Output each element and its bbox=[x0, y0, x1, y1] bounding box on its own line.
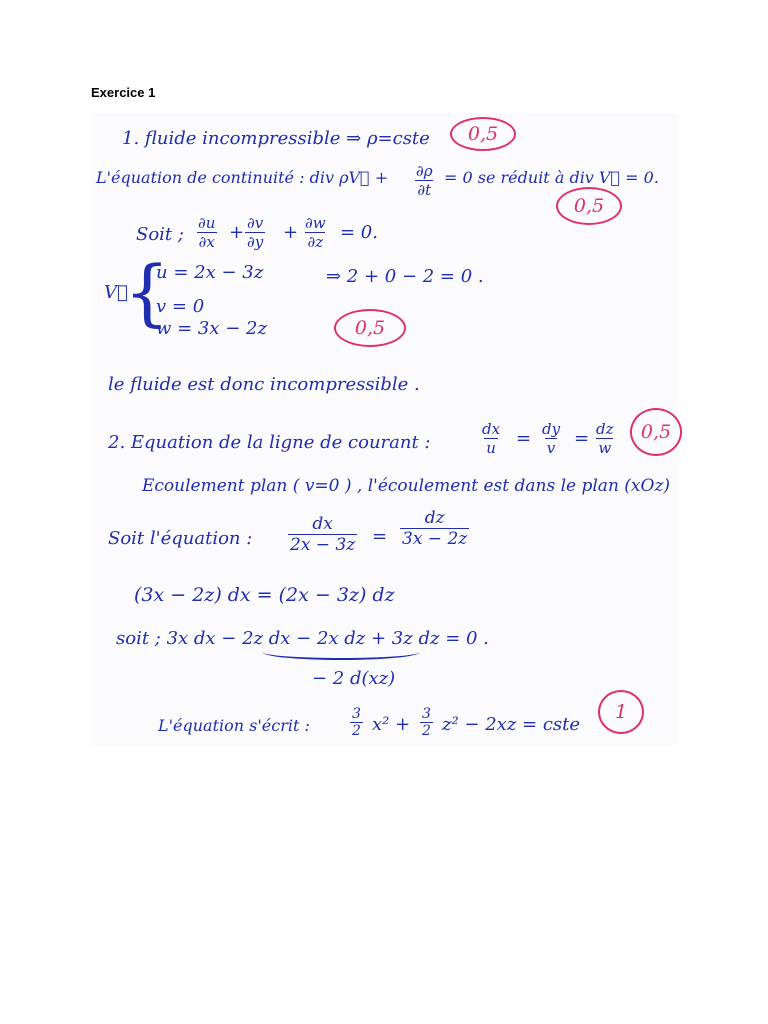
fraction-three-halves bbox=[420, 706, 433, 739]
fraction-numerator: 3 bbox=[422, 706, 431, 722]
separated-equation: (3x − 2z) dx = (2x − 3z) dz bbox=[134, 584, 395, 606]
fraction-denominator: 3x − 2z bbox=[402, 529, 468, 549]
fraction-denominator: v bbox=[546, 439, 556, 457]
grade-mark-3: 0,5 bbox=[334, 309, 406, 347]
fraction-numerator: 3 bbox=[352, 706, 361, 722]
system-brace: { bbox=[124, 250, 170, 334]
velocity-vector-label: V⃗ bbox=[104, 282, 128, 303]
fraction-dx-u bbox=[480, 420, 502, 457]
continuity-reduction-text: = 0 se réduit à div V⃗ = 0. bbox=[444, 168, 659, 187]
fraction-drho-dt bbox=[414, 162, 435, 199]
plus-sign: + bbox=[229, 222, 245, 243]
fraction-dv-dy bbox=[245, 214, 265, 251]
streamline-heading: 2. Equation de la ligne de courant : bbox=[108, 432, 431, 453]
plane-flow-statement: Ecoulement plan ( v=0 ) , l'écoulement est dans le plan (xOz) bbox=[142, 476, 671, 496]
fraction-denominator: w bbox=[598, 439, 612, 457]
divergence-check: ⇒ 2 + 0 − 2 = 0 . bbox=[326, 266, 484, 287]
fraction-numerator: ∂v bbox=[247, 214, 264, 232]
fraction-du-dx bbox=[196, 214, 217, 251]
fraction-numerator: dy bbox=[542, 420, 561, 438]
fraction-numerator: dz bbox=[424, 508, 445, 528]
underbrace bbox=[262, 644, 420, 660]
u-component: u = 2x − 3z bbox=[156, 262, 264, 283]
fraction-numerator: ∂w bbox=[305, 214, 326, 232]
equals-sign: = bbox=[516, 428, 532, 449]
fraction-denominator: ∂t bbox=[417, 181, 432, 199]
grade-mark-2: 0,5 bbox=[556, 187, 622, 225]
grade-mark-5: 1 bbox=[598, 690, 644, 734]
fraction-dz-3x-2z bbox=[400, 508, 469, 549]
fraction-dy-v bbox=[540, 420, 562, 457]
fraction-denominator: 2 bbox=[422, 723, 431, 739]
plus-sign: + bbox=[283, 222, 299, 243]
equals-sign: = bbox=[372, 526, 388, 547]
final-equation-label: L'équation s'écrit : bbox=[158, 716, 310, 735]
fraction-denominator: 2 bbox=[352, 723, 361, 739]
incompressible-conclusion: le fluide est donc incompressible . bbox=[108, 374, 420, 395]
w-component: w = 3x − 2z bbox=[156, 318, 267, 339]
fraction-dx-2x-3z bbox=[288, 514, 357, 555]
equals-zero: = 0. bbox=[340, 222, 378, 243]
grade-mark-4: 0,5 bbox=[630, 408, 682, 456]
fraction-three-halves bbox=[350, 706, 363, 739]
expanded-equation: soit ; 3x dx − 2z dx − 2x dz + 3z dz = 0 . bbox=[116, 628, 489, 649]
fraction-denominator: u bbox=[486, 439, 496, 457]
fraction-numerator: dz bbox=[596, 420, 614, 438]
fraction-dw-dz bbox=[303, 214, 328, 251]
fraction-numerator: dx bbox=[312, 514, 333, 534]
soit-label: Soit ; bbox=[136, 224, 184, 245]
exercise-heading: Exercice 1 bbox=[91, 85, 156, 100]
differential-product: − 2 d(xz) bbox=[312, 668, 396, 689]
continuity-equation-text: L'équation de continuité : div ρV⃗ + bbox=[96, 168, 389, 187]
fraction-denominator: ∂y bbox=[247, 233, 264, 251]
equals-sign: = bbox=[574, 428, 590, 449]
final-equation-rest: z² − 2xz = cste bbox=[442, 714, 581, 735]
soit-equation-label: Soit l'équation : bbox=[108, 528, 253, 549]
x-squared-term: x² + bbox=[372, 714, 411, 735]
fraction-denominator: ∂x bbox=[198, 233, 215, 251]
incompressible-statement: 1. fluide incompressible ⇒ ρ=cste bbox=[122, 128, 430, 149]
fraction-numerator: ∂u bbox=[198, 214, 216, 232]
fraction-denominator: 2x − 3z bbox=[290, 535, 356, 555]
fraction-numerator: dx bbox=[482, 420, 501, 438]
fraction-dz-w bbox=[594, 420, 616, 457]
grade-mark-1: 0,5 bbox=[450, 117, 516, 151]
fraction-numerator: ∂ρ bbox=[416, 162, 433, 180]
fraction-denominator: ∂z bbox=[307, 233, 324, 251]
v-component: v = 0 bbox=[156, 296, 205, 317]
